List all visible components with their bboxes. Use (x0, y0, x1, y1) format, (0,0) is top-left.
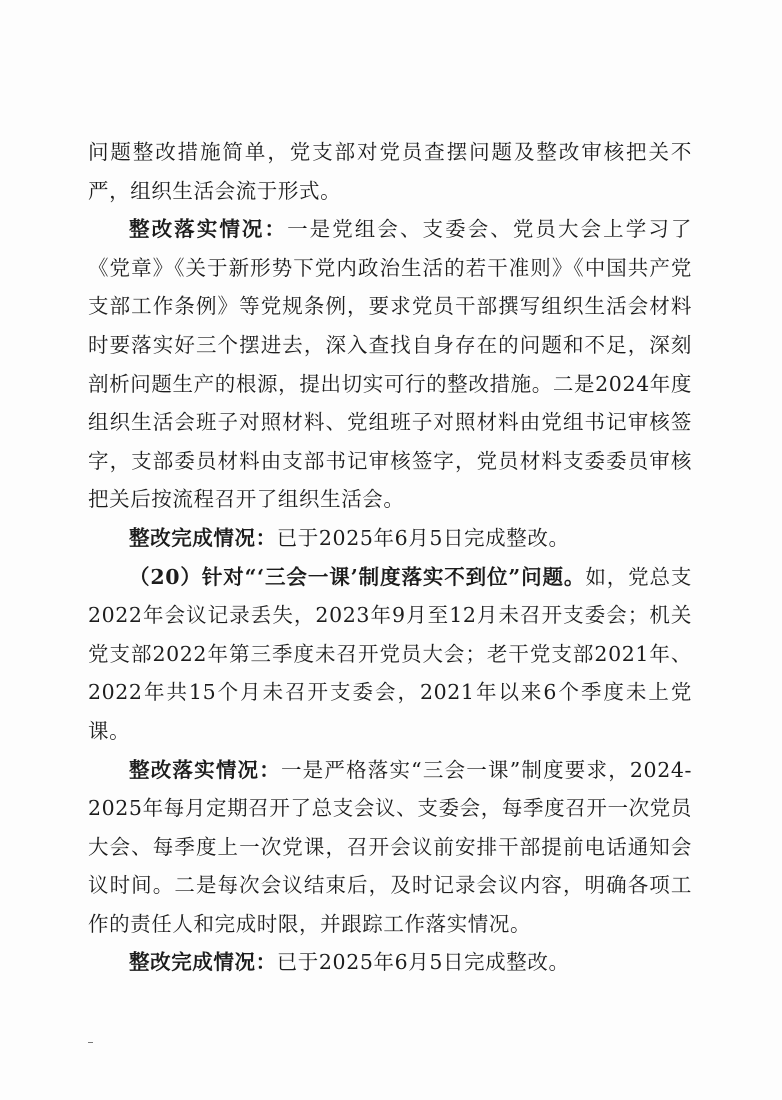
paragraph-issue-continuation (88, 133, 692, 210)
paragraph-body: 一是党组会、支委会、党员大会上学习了《党章》《关于新形势下党内政治生活的若干准则》《中国共产党支部工作条例》等党规条例，要求党员干部撰写组织生活会材料时要落实好三个摆进去，深入查找自身存在的问题和不足，深刻剖析问题生产的根源，提出切实可行的整改措施。二是2024年度组织生活会班子对照材料、党组班子对照材料由党组书记审核签字，支部委员材料由支部书记审核签字，党员材料支委委员审核把关后按流程召开了组织生活会。 (88, 217, 692, 512)
paragraph-body: 已于2025年6月5日完成整改。 (276, 950, 570, 975)
paragraph-rectification-implementation (88, 210, 692, 519)
document-body (88, 133, 692, 982)
paragraph-lead-heading: 整改落实情况： (129, 217, 288, 242)
paragraph-rectification-implementation (88, 751, 692, 944)
paragraph-lead-heading: 整改落实情况： (129, 757, 281, 782)
paragraph-lead-heading: 整改完成情况： (129, 950, 277, 975)
paragraph-rectification-completion (88, 943, 692, 982)
paragraph-lead-heading: （20）针对“‘三会一课’制度落实不到位”问题。 (129, 564, 586, 589)
paragraph-issue-20 (88, 558, 692, 751)
paragraph-body: 问题整改措施简单，党支部对党员查摆问题及整改审核把关不严，组织生活会流于形式。 (88, 140, 692, 203)
paragraph-body: 一是严格落实“三会一课”制度要求，2024-2025年每月定期召开了总支会议、支委会，每季度召开一次党员大会、每季度上一次党课，召开会议前安排干部提前电话通知会议时间。二是每次会议结束后，及时记录会议内容，明确各项工作的责任人和完成时限，并跟踪工作落实情况。 (88, 757, 693, 936)
paragraph-lead-heading: 整改完成情况： (129, 525, 277, 550)
paragraph-body: 已于2025年6月5日完成整改。 (276, 525, 570, 550)
page-footer-mark (88, 1042, 93, 1043)
paragraph-rectification-completion (88, 519, 692, 558)
paragraph-body: 如，党总支2022年会议记录丢失，2023年9月至12月未召开支委会；机关党支部2022年第三季度未召开党员大会；老干党支部2021年、2022年共15个月未召开支委会，2021年以来6个季度未上党课。 (88, 564, 692, 743)
